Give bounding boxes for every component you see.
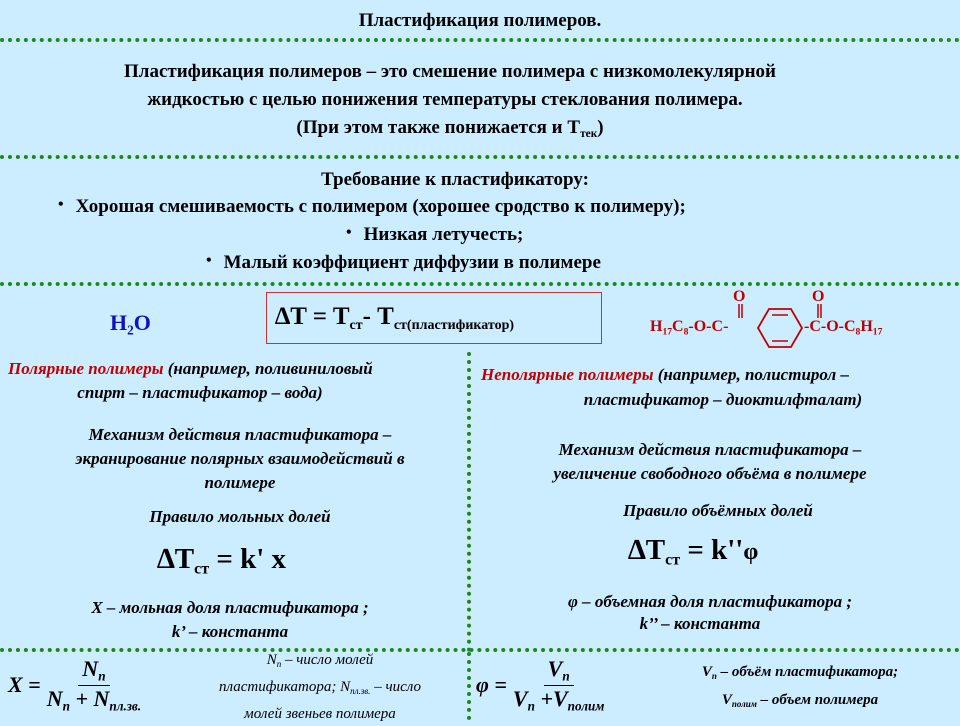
definition-line-1: Пластификация полимеров – это смешение полимера с низкомолекулярной: [124, 61, 776, 82]
mole-fraction-equation: $\Delta T_{ст} = k'$ x: [157, 543, 287, 578]
mechanism-line: увеличение свободного объёма в полимере: [553, 464, 867, 483]
mechanism-line: Механизм действия пластификатора –: [88, 425, 392, 444]
mole-fraction-explanation: $N_п$ – число молей пластификатора; $N_{пл.зв.}$ – число молей звеньев полимера: [219, 652, 421, 723]
requirement-item: • Хорошая смешиваемость с полимером (хорошее сродство к полимеру);: [58, 196, 686, 217]
requirements-heading: Требование к пластификатору:: [321, 169, 589, 190]
column-divider: [467, 652, 471, 720]
divider: [0, 155, 960, 159]
dioctyl-right-group: $-C-O-C_8H_{17}$: [804, 318, 883, 338]
dioctyl-left-group: $H_{17}C_8-O-C-$: [650, 318, 729, 338]
volume-fraction-formula: φ = $\frac{V_п}{V_п +V_{полим}}$: [476, 655, 605, 714]
carbonyl-oxygen: O: [812, 288, 825, 305]
bullet-icon: •: [346, 224, 352, 241]
volume-fraction-explanation: $V_п$ – объём пластификатора; $V_{полим}$ – объем полимера: [701, 664, 899, 710]
polar-polymers-heading: Полярные полимеры (например, поливиниловый: [8, 359, 373, 378]
divider: [0, 282, 960, 286]
mechanism-line: Механизм действия пластификатора –: [558, 440, 862, 459]
main-formula: $\Delta T = T_{ст}-$ $T_{ст(пластификатор)}$: [275, 303, 515, 333]
mechanism-line: экранирование полярных взаимодействий в: [75, 449, 405, 468]
carbonyl-oxygen: O: [733, 288, 746, 305]
page-title: Пластификация полимеров.: [358, 10, 602, 31]
rule-title: Правило объёмных долей: [623, 501, 813, 520]
volume-fraction-equation: $\Delta T_{ст} = k''\varphi$: [628, 534, 759, 569]
mole-fraction-formula: X = $\frac{N_п}{N_п + N_{пл.зв.}}$: [8, 655, 142, 714]
definition-line-3: (При этом также понижается и $Т_{тек}$): [296, 117, 604, 140]
volume-fraction-note: φ – объемная доля пластификатора ;: [567, 592, 853, 611]
rule-title: Правило мольных долей: [149, 507, 331, 526]
bullet-icon: •: [58, 196, 64, 213]
requirement-item: • Малый коэффициент диффузии в полимере: [206, 252, 601, 273]
main-formula-box: [266, 292, 602, 344]
definition-line-2: жидкостью с целью понижения температуры стеклования полимера.: [147, 89, 743, 110]
divider: [0, 38, 960, 42]
water-formula: $H_2O$: [110, 310, 151, 338]
mole-fraction-note: X – мольная доля пластификатора ;: [91, 598, 369, 617]
constant-note: k’’ – константа: [639, 614, 761, 633]
constant-note: k’ – константа: [171, 622, 289, 641]
bullet-icon: •: [206, 252, 212, 269]
requirement-item: • Низкая летучесть;: [346, 224, 524, 245]
polar-polymers-example: спирт – пластификатор – вода): [77, 383, 323, 402]
mechanism-line: полимере: [204, 473, 276, 492]
divider: [0, 648, 960, 652]
nonpolar-polymers-heading: Неполярные полимеры (например, полистирол –: [481, 365, 849, 384]
nonpolar-polymers-example: пластификатор – диоктилфталат): [583, 390, 863, 409]
